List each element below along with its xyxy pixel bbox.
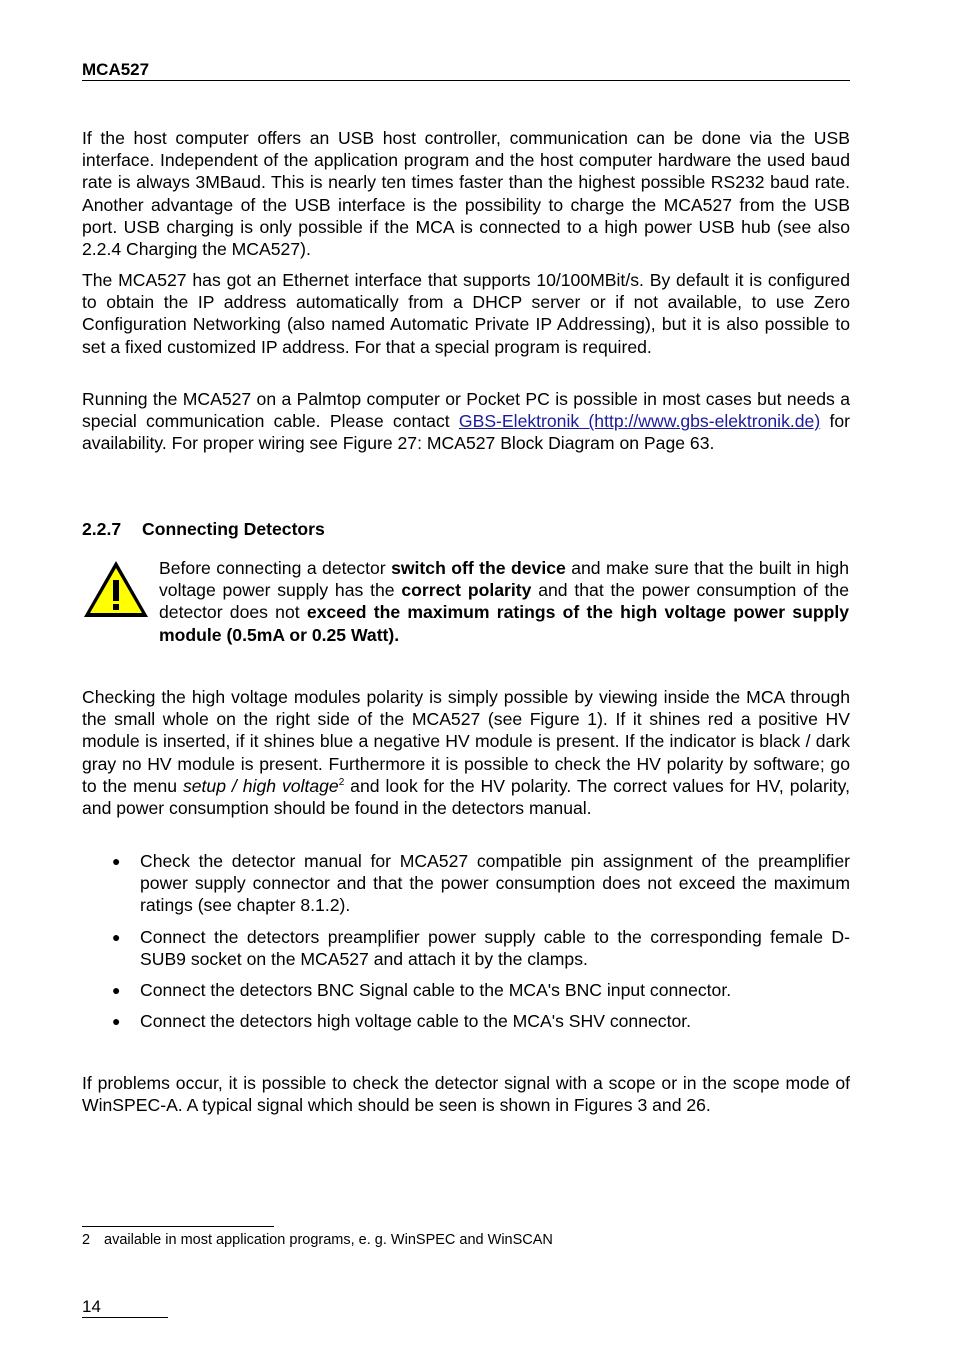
menu-path: setup / high voltage: [182, 775, 339, 796]
bullet-icon: ●: [112, 1013, 121, 1030]
paragraph-problems: [82, 1072, 850, 1116]
bullet-icon: ●: [112, 982, 121, 999]
problems-text: If problems occur, it is possible to check the detector signal with a scope or in the scope mode of WinSPEC-A. A typical signal which should be seen is shown in Figures 3 and 26.: [82, 1073, 850, 1116]
page-number: 14: [82, 1297, 168, 1318]
footnote-divider: [82, 1226, 274, 1227]
warning-text-1: Before connecting a detector: [159, 558, 392, 578]
list-item: [82, 1010, 850, 1032]
usb-text: If the host computer offers an USB host controller, communication can be done via the USB interface. Independent of the application program and the host computer hardware the used baud rate is always 3MBaud. This is nearly ten times faster than the highest possible RS232 baud rate. Another advantage of the USB interface is the possibility to charge the MCA527 from the USB port. USB charging is only possible if the MCA is connected to a high power USB hub (see also 2.2.4 Charging the MCA527).: [82, 128, 850, 260]
paragraph-ethernet: [82, 269, 850, 358]
warning-text-2: and make sure that the built in high voltage power supply has the: [159, 558, 849, 601]
warning-bold-3: exceed the maximum ratings of the high voltage power supply module (0.5mA or 0.25 Watt).: [159, 602, 849, 645]
section-title: Connecting Detectors: [142, 519, 325, 539]
bullet-icon: ●: [112, 853, 121, 869]
footnote-ref: 2: [338, 776, 345, 788]
footnote: [82, 1231, 553, 1249]
palmtop-text: [82, 388, 850, 455]
footnote-text: available in most application programs, e. g. WinSPEC and WinSCAN: [104, 1232, 553, 1248]
polarity-text-1: Checking the high voltage modules polarity is simply possible by viewing inside the MCA through the small whole on the right side of the MCA527 (see Figure 1). If it shines red a positive HV module is inserted, if it shines blue a negative HV module is present. If the indicator is black / dark gray no HV module is present. Furthermore it is possible to check the HV polarity by software; go to the menu: [82, 687, 850, 796]
section-number: 2.2.7: [82, 519, 122, 539]
section-heading: [82, 518, 325, 540]
list-item-text: Connect the detectors high voltage cable to the MCA's SHV connector.: [140, 1011, 692, 1032]
paragraph-usb: [82, 127, 850, 260]
gbs-elektronik-link[interactable]: GBS-Elektronik (http://www.gbs-elektronik.de): [458, 411, 821, 432]
page-header: [82, 60, 850, 81]
ethernet-text: The MCA527 has got an Ethernet interface that supports 10/100MBit/s. By default it is configured to obtain the IP address automatically from a DHCP server or if not available, to use Zero Configuration Networking (also named Automatic Private IP Addressing), but it is also possible to set a fixed customized IP address. For that a special program is required.: [82, 270, 850, 357]
list-item-text: Connect the detectors BNC Signal cable to the MCA's BNC input connector.: [140, 980, 732, 1001]
paragraph-palmtop: [82, 388, 850, 455]
warning-bold-1: switch off the device: [391, 558, 566, 578]
list-item-text: Check the detector manual for MCA527 compatible pin assignment of the preamplifier power supply connector and that the power consumption does not exceed the maximum ratings (see chapter 8.1.2).: [140, 851, 850, 916]
paragraph-polarity: [82, 686, 850, 819]
palmtop-text-after: for availability. For proper wiring see Figure 27: MCA527 Block Diagram on Page 63.: [82, 411, 850, 454]
warning-bold-2: correct polarity: [401, 580, 532, 601]
bullet-list: [82, 850, 850, 1041]
warning-text: [159, 557, 849, 646]
list-item-text: Connect the detectors preamplifier power supply cable to the corresponding female D-SUB9 socket on the MCA527 and attach it by the clamps.: [140, 926, 850, 969]
warning-triangle-icon: [82, 559, 150, 619]
bullet-icon: ●: [112, 928, 121, 945]
warning-text-3: and that the power consumption of the detector does not: [159, 580, 849, 623]
polarity-text-2: and look for the HV polarity. The correct values for HV, polarity, and power consumption should be found in the detectors manual.: [82, 775, 850, 819]
header-title: MCA527: [82, 60, 150, 79]
list-item: [82, 850, 850, 917]
footnote-number: 2: [82, 1232, 91, 1248]
palmtop-text-before: Running the MCA527 on a Palmtop computer or Pocket PC is possible in most cases but needs a special communication cable. Please contact: [82, 389, 850, 432]
list-item: [82, 979, 850, 1001]
list-item: [82, 926, 850, 970]
